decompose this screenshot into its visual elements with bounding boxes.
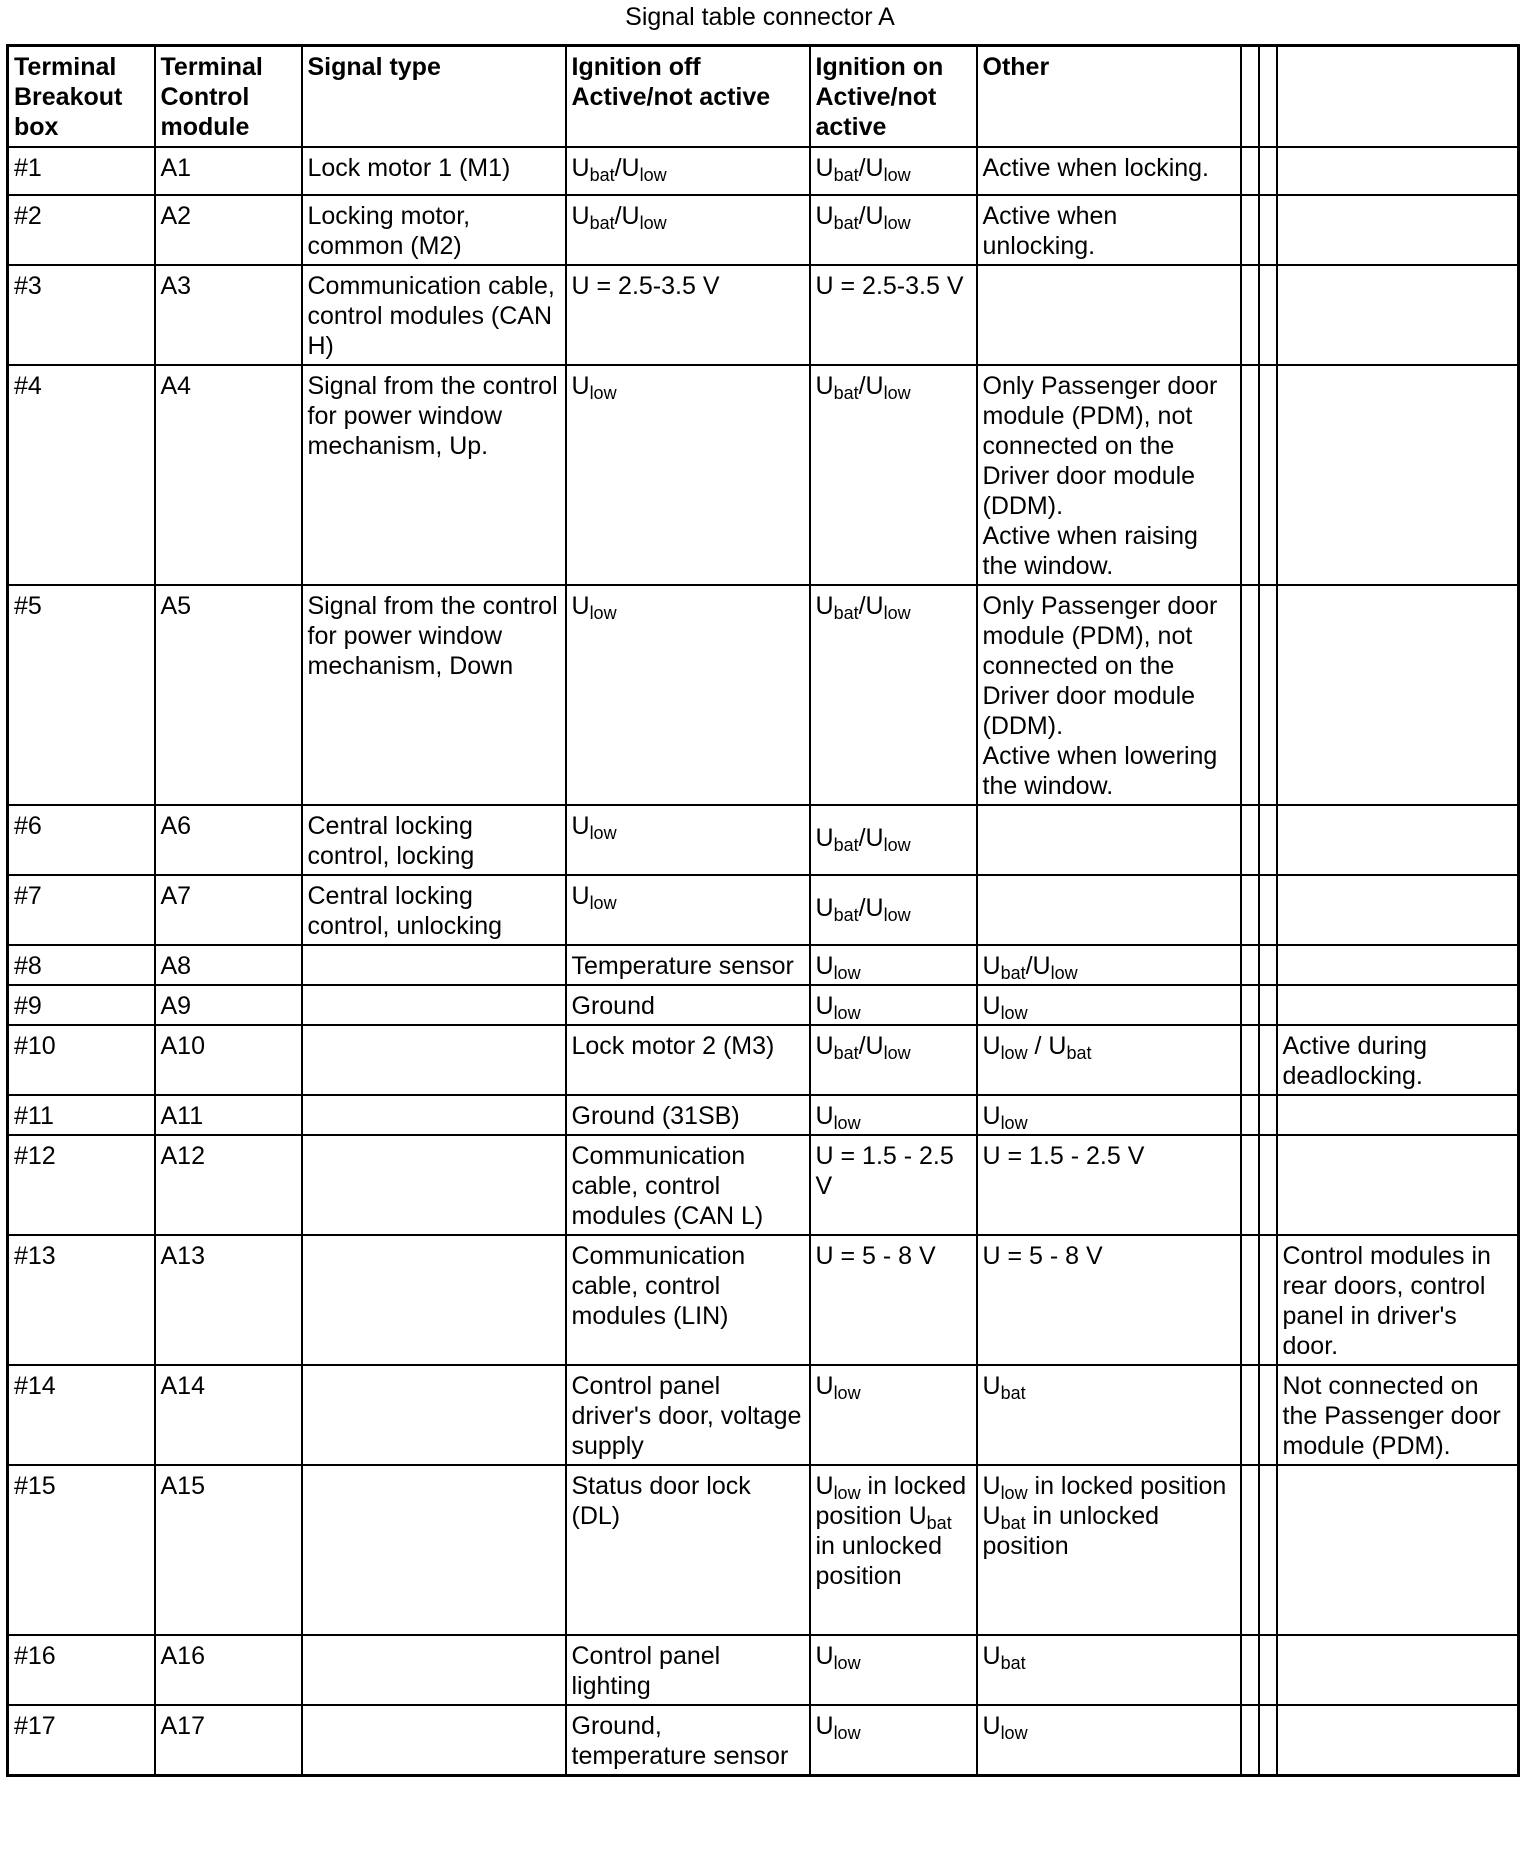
ignition-off-cell: U = 5 - 8 V (810, 1235, 977, 1365)
ignition-off-cell: $U_{low}$ (810, 1095, 977, 1135)
ignition-off-cell: $U_{low}$ (566, 585, 810, 805)
header-terminal-breakout: Terminal Breakout box (8, 46, 155, 147)
other-cell (977, 805, 1241, 875)
blank-cell (1277, 585, 1519, 805)
extra-note-cell: Not connected on the Passenger door module (PDM). (1277, 1365, 1519, 1465)
empty-signal-cell (302, 1095, 566, 1135)
ignition-off-cell: $U_{low}$ (810, 945, 977, 985)
ignition-on-cell: $U_{low}$ (977, 1095, 1241, 1135)
blank-cell (1259, 985, 1277, 1025)
ignition-on-cell: $U_{bat}/U_{low}$ (810, 585, 977, 805)
signal-type-cell: Temperature sensor (566, 945, 810, 985)
terminal-breakout-cell: #16 (8, 1635, 155, 1705)
header-signal-type: Signal type (302, 46, 566, 147)
ignition-off-cell: $U_{low}$ (810, 1365, 977, 1465)
empty-signal-cell (302, 1135, 566, 1235)
ignition-on-cell: $U_{low}$ in locked position $U_{bat}$ in unlocked position (977, 1465, 1241, 1635)
other-cell (977, 265, 1241, 365)
terminal-breakout-cell: #3 (8, 265, 155, 365)
ignition-off-cell: U = 2.5-3.5 V (566, 265, 810, 365)
signal-type-cell: Control panel driver's door, voltage supply (566, 1365, 810, 1465)
table-row (8, 1235, 1519, 1365)
ignition-off-cell: $U_{low}$ (566, 365, 810, 585)
ignition-on-cell: U = 2.5-3.5 V (810, 265, 977, 365)
extra-note-cell (1277, 1705, 1519, 1776)
header-blank-2 (1259, 46, 1277, 147)
signal-type-cell: Communication cable, control modules (LIN) (566, 1235, 810, 1365)
blank-cell (1241, 1235, 1259, 1365)
extra-note-cell: Active during deadlocking. (1277, 1025, 1519, 1095)
table-row (8, 195, 1519, 265)
table-row (8, 805, 1519, 875)
ignition-off-cell: $U_{bat}/U_{low}$ (810, 1025, 977, 1095)
blank-cell (1259, 585, 1277, 805)
terminal-control-cell: A10 (155, 1025, 302, 1095)
extra-note-cell (1277, 985, 1519, 1025)
blank-cell (1241, 265, 1259, 365)
blank-cell (1259, 1025, 1277, 1095)
blank-cell (1259, 1095, 1277, 1135)
table-row (8, 985, 1519, 1025)
ignition-on-cell: $U_{bat}/U_{low}$ (810, 365, 977, 585)
terminal-control-cell: A14 (155, 1365, 302, 1465)
other-cell (977, 875, 1241, 945)
blank-cell (1241, 1635, 1259, 1705)
signal-type-cell: Status door lock (DL) (566, 1465, 810, 1635)
ignition-off-cell: $U_{low}$ (810, 985, 977, 1025)
blank-cell (1277, 875, 1519, 945)
signal-type-cell: Central locking control, locking (302, 805, 566, 875)
terminal-control-cell: A5 (155, 585, 302, 805)
terminal-breakout-cell: #10 (8, 1025, 155, 1095)
ignition-on-cell: $U_{bat}$ (977, 1635, 1241, 1705)
blank-cell (1259, 1135, 1277, 1235)
terminal-breakout-cell: #15 (8, 1465, 155, 1635)
signal-type-cell: Central locking control, unlocking (302, 875, 566, 945)
empty-signal-cell (302, 1025, 566, 1095)
signal-type-cell: Lock motor 2 (M3) (566, 1025, 810, 1095)
signal-type-cell: Signal from the control for power window mechanism, Down (302, 585, 566, 805)
blank-cell (1241, 1365, 1259, 1465)
terminal-breakout-cell: #1 (8, 147, 155, 195)
blank-cell (1277, 805, 1519, 875)
other-cell: Active when unlocking. (977, 195, 1241, 265)
empty-signal-cell (302, 945, 566, 985)
terminal-control-cell: A2 (155, 195, 302, 265)
ignition-on-cell: $U_{low}$ (977, 985, 1241, 1025)
ignition-on-cell: $U_{bat}/U_{low}$ (810, 147, 977, 195)
ignition-off-cell: $U_{low}$ (810, 1635, 977, 1705)
ignition-on-cell: $U_{low} / U_{bat}$ (977, 1025, 1241, 1095)
blank-cell (1241, 805, 1259, 875)
terminal-control-cell: A15 (155, 1465, 302, 1635)
blank-cell (1241, 147, 1259, 195)
blank-cell (1241, 1135, 1259, 1235)
blank-cell (1259, 1635, 1277, 1705)
signal-type-cell: Ground, temperature sensor (566, 1705, 810, 1776)
header-ignition-off: Ignition off Active/not active (566, 46, 810, 147)
table-row (8, 147, 1519, 195)
signal-type-cell: Ground (31SB) (566, 1095, 810, 1135)
table-row (8, 1135, 1519, 1235)
ignition-on-cell: $U_{bat}/U_{low}$ (977, 945, 1241, 985)
ignition-on-cell: $U_{bat}/U_{low}$ (810, 805, 977, 875)
blank-cell (1259, 1465, 1277, 1635)
table-row (8, 585, 1519, 805)
terminal-control-cell: A11 (155, 1095, 302, 1135)
blank-cell (1241, 585, 1259, 805)
extra-note-cell: Control modules in rear doors, control panel in driver's door. (1277, 1235, 1519, 1365)
table-row (8, 1465, 1519, 1635)
blank-cell (1241, 1095, 1259, 1135)
terminal-breakout-cell: #12 (8, 1135, 155, 1235)
ignition-off-cell: $U_{low}$ (566, 805, 810, 875)
ignition-off-cell: $U_{low}$ in locked position $U_{bat}$ in unlocked position (810, 1465, 977, 1635)
table-row (8, 1705, 1519, 1776)
terminal-control-cell: A9 (155, 985, 302, 1025)
ignition-off-cell: $U_{bat}/U_{low}$ (566, 195, 810, 265)
terminal-control-cell: A12 (155, 1135, 302, 1235)
signal-type-cell: Ground (566, 985, 810, 1025)
empty-signal-cell (302, 1635, 566, 1705)
header-terminal-control: Terminal Control module (155, 46, 302, 147)
empty-signal-cell (302, 1235, 566, 1365)
terminal-control-cell: A13 (155, 1235, 302, 1365)
terminal-breakout-cell: #13 (8, 1235, 155, 1365)
blank-cell (1241, 875, 1259, 945)
blank-cell (1241, 945, 1259, 985)
blank-cell (1259, 265, 1277, 365)
terminal-control-cell: A8 (155, 945, 302, 985)
terminal-breakout-cell: #4 (8, 365, 155, 585)
ignition-on-cell: $U_{bat}/U_{low}$ (810, 195, 977, 265)
ignition-on-cell: $U_{low}$ (977, 1705, 1241, 1776)
terminal-breakout-cell: #7 (8, 875, 155, 945)
terminal-breakout-cell: #11 (8, 1095, 155, 1135)
blank-cell (1259, 945, 1277, 985)
extra-note-cell (1277, 1135, 1519, 1235)
terminal-breakout-cell: #6 (8, 805, 155, 875)
ignition-off-cell: U = 1.5 - 2.5 V (810, 1135, 977, 1235)
ignition-on-cell: $U_{bat}$ (977, 1365, 1241, 1465)
extra-note-cell (1277, 945, 1519, 985)
blank-cell (1277, 265, 1519, 365)
blank-cell (1259, 875, 1277, 945)
blank-cell (1241, 985, 1259, 1025)
table-row (8, 265, 1519, 365)
signal-type-cell: Communication cable, control modules (CAN L) (566, 1135, 810, 1235)
table-row (8, 1365, 1519, 1465)
blank-cell (1241, 195, 1259, 265)
signal-type-cell: Communication cable, control modules (CAN H) (302, 265, 566, 365)
blank-cell (1241, 365, 1259, 585)
empty-signal-cell (302, 1705, 566, 1776)
other-cell: Only Passenger door module (PDM), not connected on the Driver door module (DDM). Active when raising the window. (977, 365, 1241, 585)
empty-signal-cell (302, 985, 566, 1025)
terminal-control-cell: A4 (155, 365, 302, 585)
signal-type-cell: Signal from the control for power window mechanism, Up. (302, 365, 566, 585)
terminal-breakout-cell: #14 (8, 1365, 155, 1465)
table-row (8, 1095, 1519, 1135)
header-blank-1 (1241, 46, 1259, 147)
signal-type-cell: Lock motor 1 (M1) (302, 147, 566, 195)
table-row (8, 1025, 1519, 1095)
empty-signal-cell (302, 1465, 566, 1635)
signal-table (6, 44, 1520, 1777)
ignition-off-cell: $U_{bat}/U_{low}$ (566, 147, 810, 195)
blank-cell (1259, 365, 1277, 585)
blank-cell (1277, 195, 1519, 265)
table-row (8, 365, 1519, 585)
blank-cell (1277, 147, 1519, 195)
terminal-control-cell: A7 (155, 875, 302, 945)
blank-cell (1259, 147, 1277, 195)
terminal-control-cell: A3 (155, 265, 302, 365)
terminal-control-cell: A1 (155, 147, 302, 195)
header-other: Other (977, 46, 1241, 147)
terminal-breakout-cell: #2 (8, 195, 155, 265)
empty-signal-cell (302, 1365, 566, 1465)
table-row (8, 1635, 1519, 1705)
ignition-on-cell: U = 1.5 - 2.5 V (977, 1135, 1241, 1235)
ignition-off-cell: $U_{low}$ (566, 875, 810, 945)
header-blank-3 (1277, 46, 1519, 147)
terminal-breakout-cell: #17 (8, 1705, 155, 1776)
blank-cell (1259, 1365, 1277, 1465)
signal-type-cell: Locking motor, common (M2) (302, 195, 566, 265)
terminal-control-cell: A17 (155, 1705, 302, 1776)
ignition-off-cell: $U_{low}$ (810, 1705, 977, 1776)
blank-cell (1277, 365, 1519, 585)
terminal-breakout-cell: #8 (8, 945, 155, 985)
blank-cell (1259, 1705, 1277, 1776)
terminal-control-cell: A6 (155, 805, 302, 875)
extra-note-cell (1277, 1465, 1519, 1635)
extra-note-cell (1277, 1095, 1519, 1135)
page-title: Signal table connector A (625, 3, 895, 31)
blank-cell (1259, 805, 1277, 875)
table-row (8, 945, 1519, 985)
terminal-breakout-cell: #9 (8, 985, 155, 1025)
blank-cell (1241, 1705, 1259, 1776)
blank-cell (1259, 1235, 1277, 1365)
header-ignition-on: Ignition on Active/not active (810, 46, 977, 147)
other-cell: Active when locking. (977, 147, 1241, 195)
table-row (8, 875, 1519, 945)
table-header-row (8, 46, 1519, 147)
extra-note-cell (1277, 1635, 1519, 1705)
ignition-on-cell: U = 5 - 8 V (977, 1235, 1241, 1365)
blank-cell (1241, 1025, 1259, 1095)
signal-type-cell: Control panel lighting (566, 1635, 810, 1705)
terminal-breakout-cell: #5 (8, 585, 155, 805)
terminal-control-cell: A16 (155, 1635, 302, 1705)
blank-cell (1259, 195, 1277, 265)
blank-cell (1241, 1465, 1259, 1635)
ignition-on-cell: $U_{bat}/U_{low}$ (810, 875, 977, 945)
other-cell: Only Passenger door module (PDM), not connected on the Driver door module (DDM). Active when lowering the window. (977, 585, 1241, 805)
